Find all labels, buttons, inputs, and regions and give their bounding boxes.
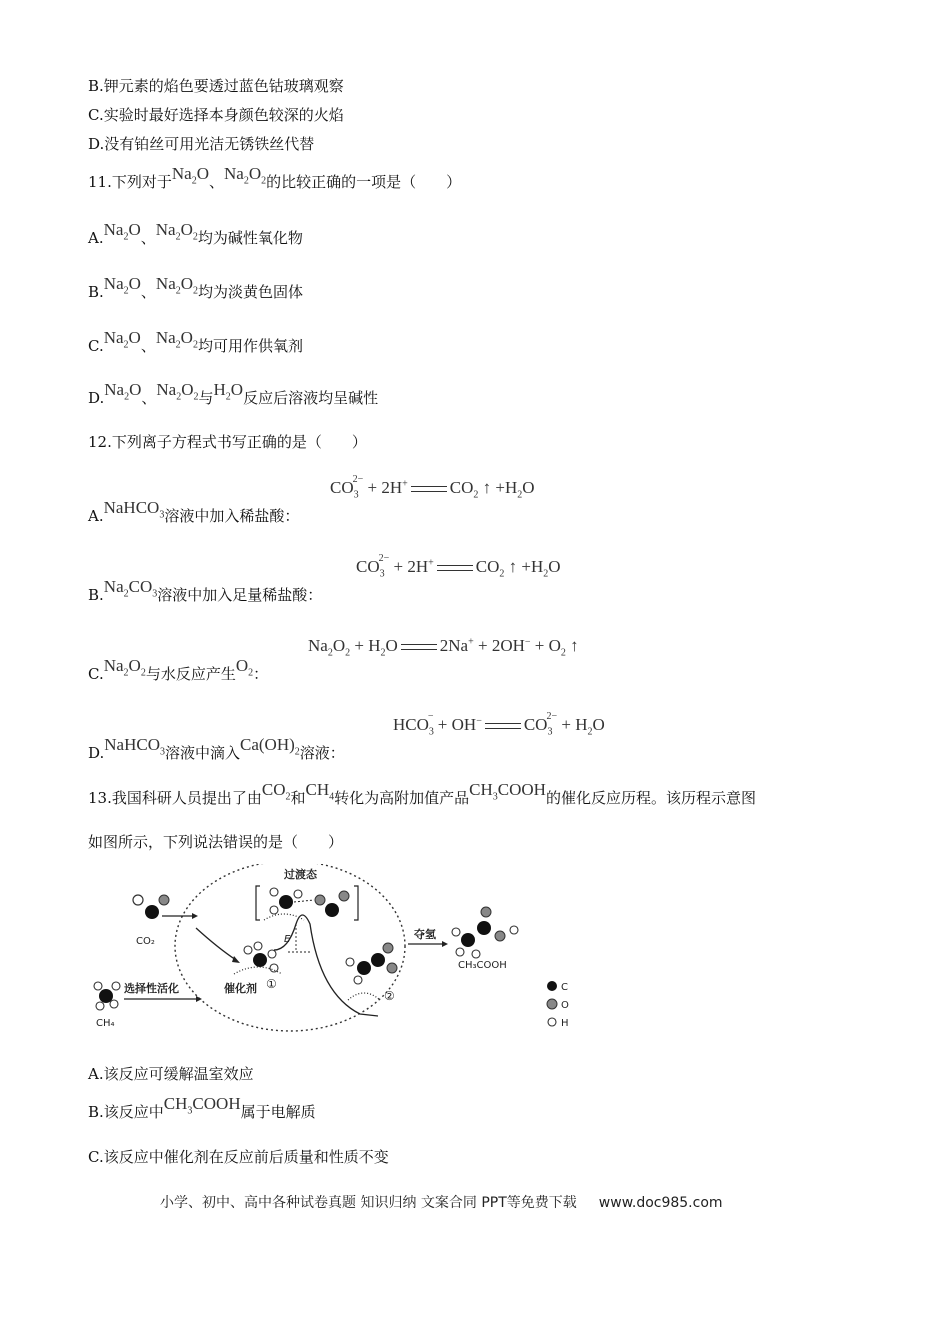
- step1-label: ①: [266, 977, 277, 991]
- q12-option-b: $B.Na_2CO_3$溶液中加入足量稀盐酸：: [88, 577, 323, 604]
- q12-eq-b: $CO_3^{2-} + 2H^+$ $CO_2$ ↑ $+H_2O$: [356, 553, 561, 580]
- reaction-diagram: [88, 864, 574, 1036]
- ch4-label: CH₄: [96, 1018, 115, 1029]
- q13-option-b: B.该反应中$CH_3COOH$属于电解质: [88, 1094, 316, 1121]
- q12-eq-c: $Na_2O_2 + H_2O$ $2Na^+ + 2OH^- + O_2$ ↑: [308, 636, 579, 659]
- option-c-prev: C.实验时最好选择本身颜色较深的火焰: [88, 106, 344, 124]
- legend-o: O: [561, 1000, 569, 1011]
- dehydro-label: 夺氢: [414, 928, 436, 941]
- q12-option-d: D.NaHCO$_3$溶液中滴入$Ca(OH)_2$溶液：: [88, 735, 345, 762]
- q11-option-b: $B.Na_2O$、$Na_2O_2$均为淡黄色固体: [88, 274, 304, 301]
- product-molecule: [452, 907, 518, 958]
- transition-label: 过渡态: [284, 868, 317, 881]
- co2-label: CO₂: [136, 936, 155, 947]
- q11-option-a: $A.Na_2O$、$Na_2O_2$均为碱性氧化物: [88, 220, 303, 247]
- footer-url[interactable]: www.doc985.com: [598, 1195, 723, 1211]
- q11-option-c: $C.Na_2O$、$Na_2O_2$均可用作供氧剂: [88, 328, 303, 355]
- q12-eq-d: $HCO_3^- + OH^-$ $CO_3^{2-} + H_2O$: [393, 711, 605, 738]
- q12-eq-a: $CO_3^{2-} + 2H^+$ $CO_2$ ↑ $+H_2O$: [330, 474, 535, 501]
- footer-text: 小学、初中、高中各种试卷真题 知识归纳 文案合同 PPT等免费下载: [160, 1195, 577, 1211]
- q11-option-d: $D.Na_2O$、$Na_2O_2$与$H_2O$反应后溶液均呈碱性: [88, 380, 379, 407]
- q13-stem: 13.我国科研人员提出了由$CO_2$和$CH_4$转化为高附加值产品$CH_3COOH$的催化反应历程。该历程示意图: [88, 780, 756, 807]
- activation-label: 选择性活化: [124, 982, 179, 995]
- step2-label: ②: [384, 989, 395, 1003]
- option-d-prev: D.没有铂丝可用光洁无锈铁丝代替: [88, 135, 315, 153]
- legend: [547, 981, 569, 1029]
- q13-option-c: C.该反应中催化剂在反应前后质量和性质不变: [88, 1148, 389, 1166]
- product-label: CH₃COOH: [458, 960, 507, 971]
- transition-state: [264, 888, 349, 920]
- ch4-molecule: [94, 982, 120, 1010]
- adsorbed-intermediate: [234, 942, 282, 974]
- energy-label: E: [284, 934, 291, 945]
- q11-stem: 11.下列对于$Na_2O$、$Na_2O_2$的比较正确的一项是（ ）: [88, 164, 462, 191]
- legend-c: C: [561, 982, 568, 993]
- reaction-boundary: [175, 864, 405, 1031]
- q12-stem: 12.下列离子方程式书写正确的是（ ）: [88, 433, 367, 451]
- catalyst-label: 催化剂: [224, 982, 257, 995]
- legend-h: H: [561, 1018, 569, 1029]
- q12-option-c: $C.Na_2O_2$与水反应产生$O_2$：: [88, 656, 269, 683]
- page-footer: [160, 1192, 723, 1212]
- q13-option-a: A.该反应可缓解温室效应: [88, 1065, 254, 1083]
- option-b-prev: B.钾元素的焰色要透过蓝色钴玻璃观察: [88, 77, 344, 95]
- q13-stem-line2: 如图所示，下列说法错误的是（ ）: [88, 833, 344, 851]
- q12-option-a: A.NaHCO$_3$溶液中加入稀盐酸：: [88, 498, 300, 525]
